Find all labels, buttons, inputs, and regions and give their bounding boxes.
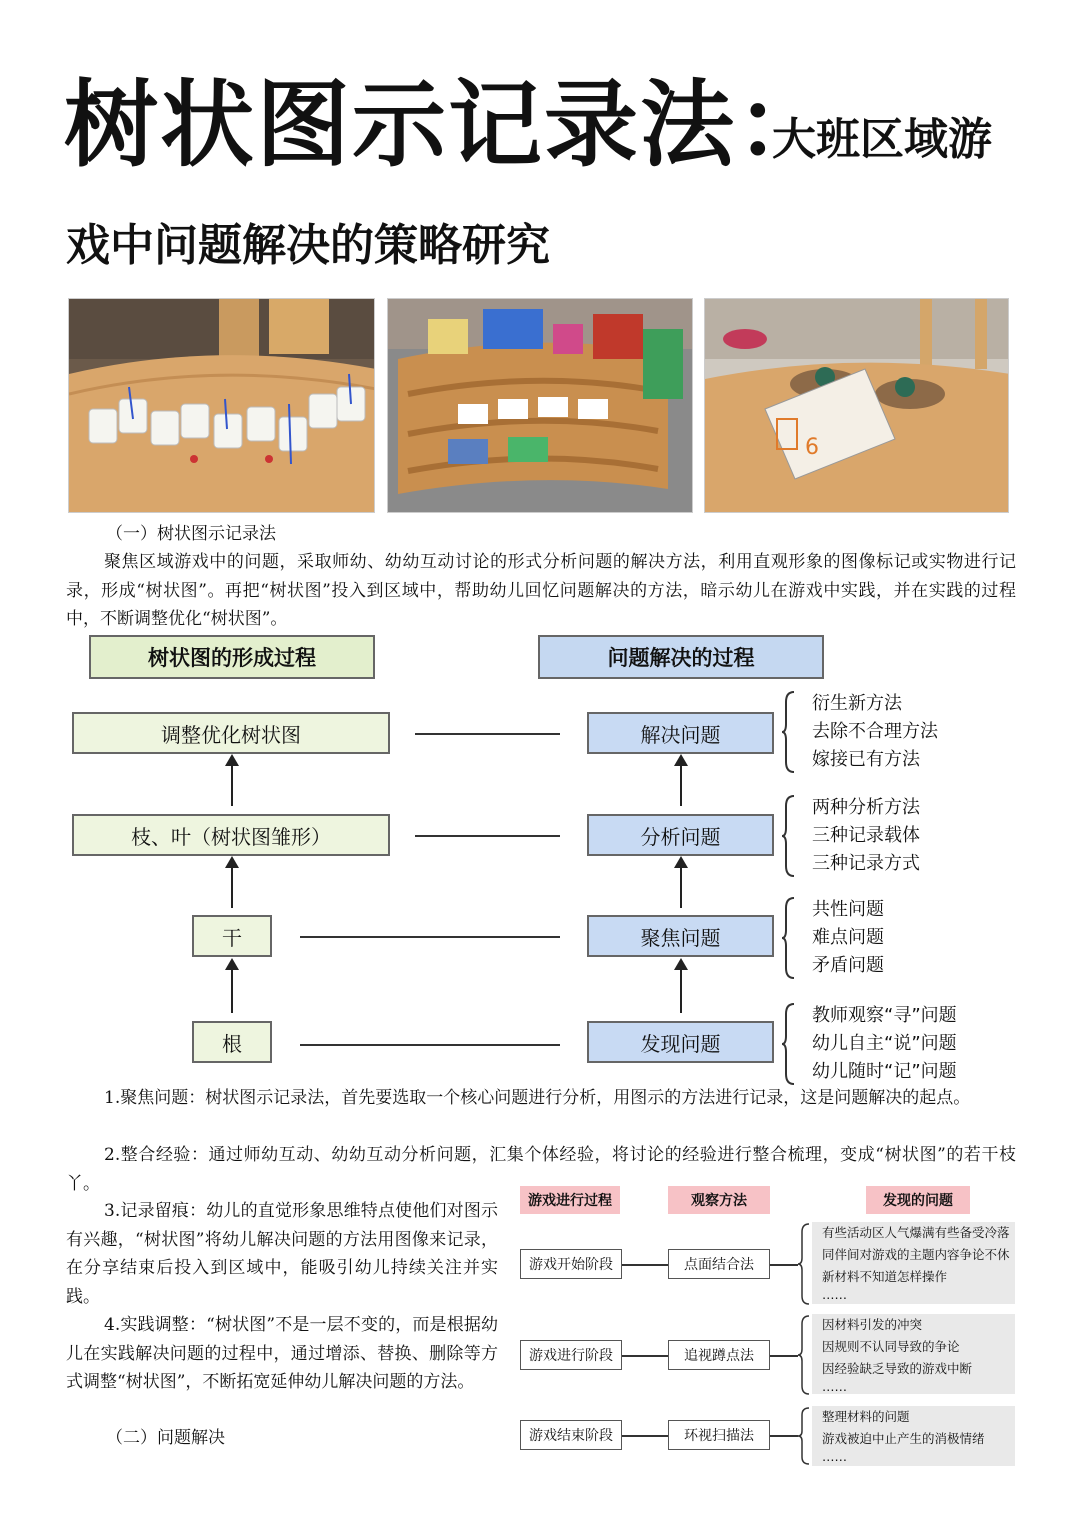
issue-item: 整理材料的问题: [822, 1409, 910, 1424]
detail-item: 嫁接已有方法: [812, 749, 920, 770]
connector-line: [415, 835, 560, 837]
svg-text:6: 6: [805, 435, 819, 460]
issues-end: [812, 1406, 1015, 1466]
brace-icon: [798, 1314, 810, 1396]
connector-line: [770, 1264, 798, 1266]
connector-line: [300, 1044, 560, 1046]
arrow-up: [680, 968, 682, 1013]
issue-item: ……: [822, 1449, 847, 1464]
brace-icon: [798, 1406, 810, 1466]
brace-icon: [782, 1002, 796, 1086]
header-found-problems: 发现的问题: [866, 1186, 970, 1214]
point-4: 4.实践调整：“树状图”不是一层不变的，而是根据幼儿在实践解决问题的过程中，通过增添、替换、删除等方式调整“树状图”，不断拓宽延伸幼儿解决问题的方法。: [66, 1315, 498, 1392]
issue-item: 同伴间对游戏的主题内容争论不休: [822, 1247, 1010, 1262]
detail-item: 两种分析方法: [812, 797, 920, 818]
stage-end: 游戏结束阶段: [520, 1420, 622, 1450]
issue-item: 因规则不认同导致的争论: [822, 1339, 960, 1354]
brace-icon: [782, 896, 796, 980]
issue-item: ……: [822, 1379, 847, 1394]
connector-line: [622, 1435, 668, 1437]
arrow-up: [231, 866, 233, 908]
details-discover: [812, 1002, 957, 1086]
issue-item: 有些活动区人气爆满有些备受冷落: [822, 1225, 1010, 1240]
node-solve-problem: 解决问题: [587, 712, 774, 754]
node-root: 根: [192, 1021, 272, 1063]
method-follow-squat: 追视蹲点法: [668, 1340, 770, 1370]
connector-line: [770, 1435, 798, 1437]
arrow-up: [680, 866, 682, 908]
header-observation-method: 观察方法: [668, 1186, 770, 1214]
header-game-process: 游戏进行过程: [520, 1186, 620, 1214]
point-1: 1.聚焦问题：树状图示记录法，首先要选取一个核心问题进行分析，用图示的方法进行记录，这是问题解决的起点。: [104, 1088, 971, 1108]
section-1-paragraph: 聚焦区域游戏中的问题，采取师幼、幼幼互动讨论的形式分析问题的解决方法，利用直观形象的图像标记或实物进行记录，形成“树状图”。再把“树状图”投入到区域中，帮助幼儿回忆问题解决的方法，暗示幼儿在游戏中实践，并在实践的过程中，不断调整优化“树状图”。: [66, 552, 1016, 629]
detail-item: 矛盾问题: [812, 955, 884, 976]
detail-item: 共性问题: [812, 899, 884, 920]
arrow-up: [680, 764, 682, 806]
issue-item: 因材料引发的冲突: [822, 1317, 923, 1332]
page-title-side: 大班区域游: [772, 114, 992, 165]
connector-line: [300, 936, 560, 938]
arrow-up: [231, 764, 233, 806]
photo-baskets-sign: [704, 298, 1009, 513]
issues-start: [812, 1222, 1015, 1304]
section-heading-1: （一）树状图示记录法: [106, 524, 276, 544]
issue-item: ……: [822, 1287, 847, 1302]
node-discover-problem: 发现问题: [587, 1021, 774, 1063]
right-column-header: 问题解决的过程: [538, 635, 824, 679]
detail-item: 三种记录方式: [812, 853, 920, 874]
brace-icon: [782, 690, 796, 774]
details-solve: [812, 690, 938, 774]
issue-item: 新材料不知道怎样操作: [822, 1269, 948, 1284]
node-focus-problem: 聚焦问题: [587, 915, 774, 957]
node-trunk: 干: [192, 915, 272, 957]
node-analyze-problem: 分析问题: [587, 814, 774, 856]
photo-toy-shelf: [387, 298, 693, 513]
left-column-header: 树状图的形成过程: [89, 635, 375, 679]
issues-progress: [812, 1314, 1015, 1394]
connector-line: [770, 1355, 798, 1357]
page-title-line2: 戏中问题解决的策略研究: [66, 220, 550, 271]
brace-icon: [782, 794, 796, 878]
point-2: 2.整合经验：通过师幼互动、幼幼互动分析问题，汇集个体经验，将讨论的经验进行整合梳理，变成“树状图”的若干枝丫。: [66, 1145, 1016, 1194]
method-scan: 环视扫描法: [668, 1420, 770, 1450]
stage-start: 游戏开始阶段: [520, 1249, 622, 1279]
connector-line: [622, 1355, 668, 1357]
page-title: 树状图示记录法：: [64, 70, 833, 180]
detail-item: 难点问题: [812, 927, 884, 948]
stage-progress: 游戏进行阶段: [520, 1340, 622, 1370]
brace-icon: [798, 1222, 810, 1306]
arrow-up: [231, 968, 233, 1013]
node-branches-leaves: 枝、叶（树状图雏形）: [72, 814, 390, 856]
node-optimize-tree: 调整优化树状图: [72, 712, 390, 754]
detail-item: 去除不合理方法: [812, 721, 938, 742]
point-3: 3.记录留痕：幼儿的直觉形象思维特点使他们对图示有兴趣，“树状图”将幼儿解决问题的方法用图像来记录，在分享结束后投入到区域中，能吸引幼儿持续关注并实践。: [66, 1201, 498, 1307]
details-analyze: [812, 794, 920, 878]
photo-paper-cups: [68, 298, 375, 513]
issue-item: 因经验缺乏导致的游戏中断: [822, 1361, 973, 1376]
detail-item: 幼儿随时“记”问题: [812, 1061, 957, 1082]
detail-item: 教师观察“寻”问题: [812, 1005, 957, 1026]
detail-item: 幼儿自主“说”问题: [812, 1033, 957, 1054]
detail-item: 衍生新方法: [812, 693, 902, 714]
section-heading-2: （二）问题解决: [106, 1428, 225, 1448]
connector-line: [415, 733, 560, 735]
detail-item: 三种记录载体: [812, 825, 920, 846]
method-point-surface: 点面结合法: [668, 1249, 770, 1279]
connector-line: [622, 1264, 668, 1266]
details-focus: [812, 896, 884, 980]
issue-item: 游戏被迫中止产生的消极情绪: [822, 1431, 985, 1446]
